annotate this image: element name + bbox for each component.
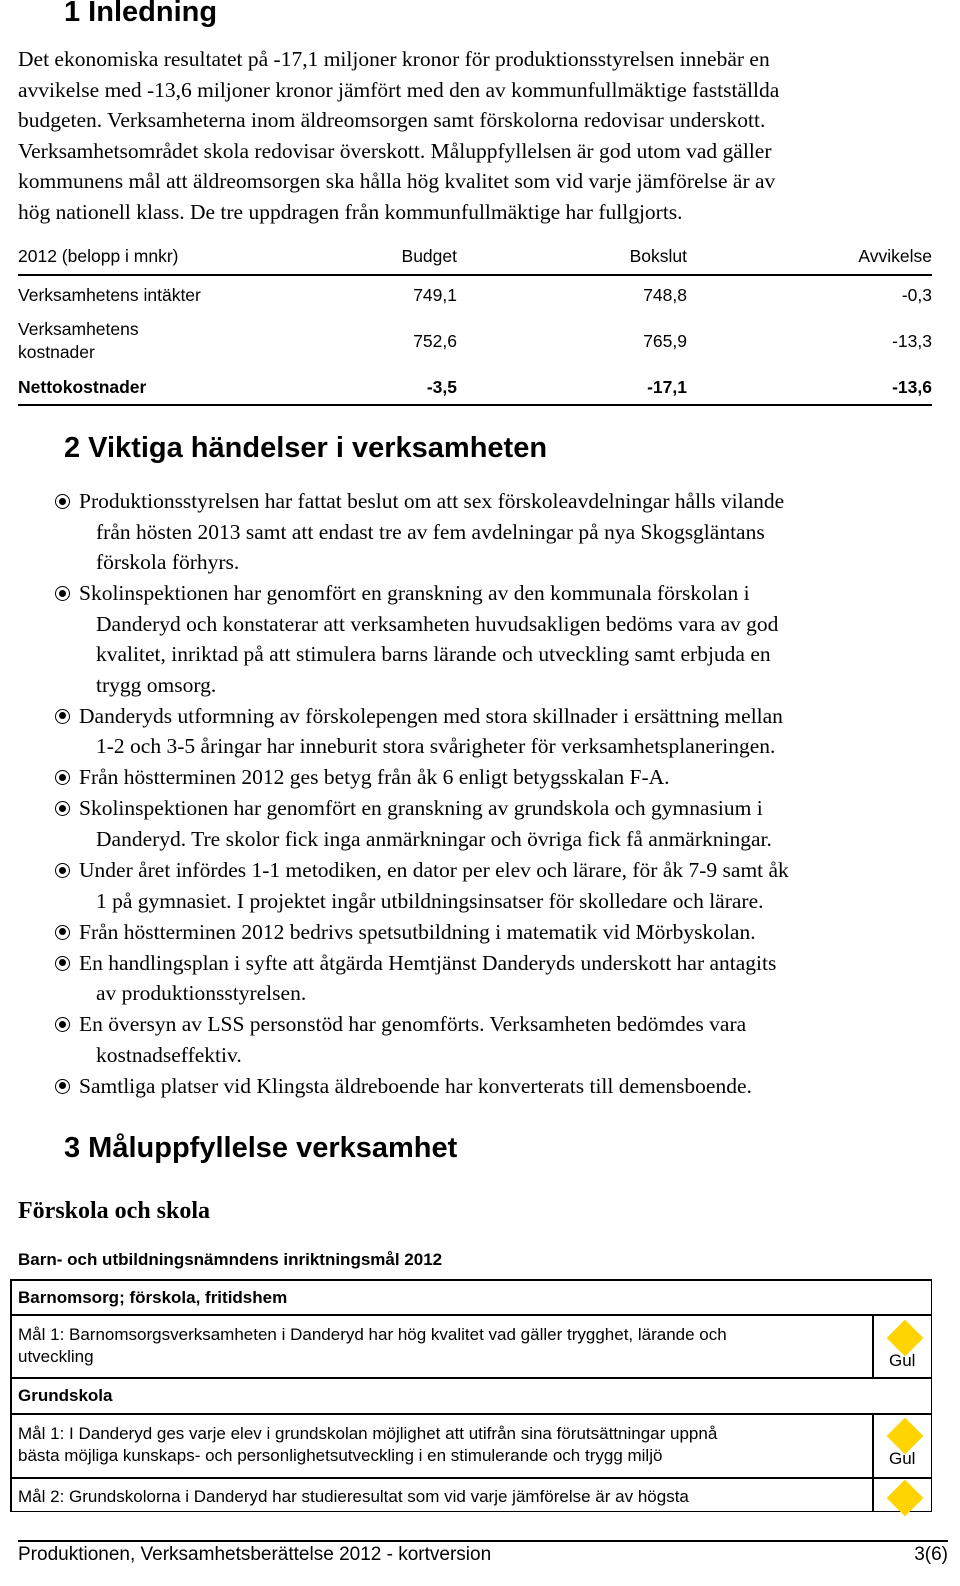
intro-paragraph	[18, 44, 948, 227]
list-item-text: från hösten 2013 samt att endast tre av fem avdelningar på nya Skogsgläntans	[96, 519, 765, 544]
cell-avvikelse: -13,3	[892, 331, 932, 351]
goal-text-line: Mål 2: Grundskolorna i Danderyd har studieresultat som vid varje jämförelse är av högsta	[18, 1487, 689, 1506]
cell-budget: 749,1	[413, 285, 457, 305]
list-item-text: Under året infördes 1-1 metodiken, en dator per elev och lärare, för åk 7-9 samt åk	[79, 858, 789, 882]
table-rule	[10, 1413, 932, 1415]
cell-bokslut: 765,9	[643, 331, 687, 351]
goal-group-title: Barnomsorg; förskola, fritidshem	[18, 1288, 288, 1307]
cell-avvikelse: -0,3	[901, 285, 932, 305]
page-number: 3(6)	[914, 1544, 948, 1565]
status-label: Gul	[889, 1449, 916, 1468]
table-rule	[18, 404, 932, 406]
intro-line: Verksamhetsområdet skola redovisar överskott. Måluppfyllelsen är god utom vad gäller	[18, 138, 772, 163]
list-item-text: Danderyd. Tre skolor fick inga anmärkningar och övriga fick få anmärkningar.	[96, 826, 772, 851]
list-item-text: Från höstterminen 2012 bedrivs spetsutbildning i matematik vid Mörbyskolan.	[79, 919, 756, 944]
row-label: kostnader	[18, 342, 95, 362]
list-item-text: trygg omsorg.	[96, 672, 217, 697]
bullet-icon	[55, 925, 70, 940]
goal-text-line: Mål 1: I Danderyd ges varje elev i grundskolan möjlighet att utifrån sina förutsättningar uppnå	[18, 1424, 718, 1443]
header-cell: Avvikelse	[858, 246, 932, 266]
header-cell: Budget	[401, 246, 457, 266]
list-item-text: kvalitet, inriktad på att stimulera barns lärande och utveckling samt erbjuda en	[96, 642, 771, 667]
cell-budget: -3,5	[426, 377, 457, 397]
table-border	[10, 1279, 932, 1281]
intro-line: kommunens mål att äldreomsorgen ska hålla hög kvalitet som vid varje jämförelse är av	[18, 169, 776, 193]
footer-title: Produktionen, Verksamhetsberättelse 2012 - kortversion	[18, 1544, 492, 1565]
bullet-icon	[55, 1079, 70, 1094]
list-item-text: Danderyds utformning av förskolepengen med stora skillnader i ersättning mellan	[79, 703, 783, 728]
goal-group-title: Grundskola	[18, 1386, 113, 1405]
bullet-icon	[55, 494, 70, 509]
table-border	[10, 1511, 932, 1513]
table-rule	[872, 1314, 874, 1378]
intro-line: hög nationell klass. De tre uppdragen från kommunfullmäktige har fullgjorts.	[18, 199, 683, 224]
finance-table	[18, 246, 932, 411]
goal-text-line: Mål 1: Barnomsorgsverksamheten i Danderyd har hög kvalitet vad gäller trygghet, lärande och	[18, 1325, 727, 1344]
table-rule	[10, 1477, 932, 1479]
list-item-text: En översyn av LSS personstöd har genomförts. Verksamheten bedömdes vara	[79, 1012, 747, 1037]
bullet-icon	[55, 586, 70, 601]
header-cell: Bokslut	[629, 246, 687, 266]
list-item-text: kostnadseffektiv.	[96, 1042, 242, 1067]
goal-text-line: bästa möjliga kunskaps- och personlighetsutveckling i en stimulerande och trygg miljö	[18, 1446, 663, 1465]
footer-rule	[18, 1540, 948, 1542]
table-rule	[10, 1377, 932, 1379]
row-label: Nettokostnader	[18, 377, 147, 397]
section-heading-inledning: 1 Inledning	[64, 0, 218, 28]
cell-avvikelse: -13,6	[892, 377, 932, 397]
cell-bokslut: 748,8	[643, 285, 687, 305]
goal-text-line: utveckling	[18, 1347, 94, 1366]
list-item-text: Produktionsstyrelsen har fattat beslut om att sex förskoleavdelningar hålls vilande	[79, 489, 785, 513]
list-item-text: 1 på gymnasiet. I projektet ingår utbildningsinsatser för skolledare och lärare.	[96, 888, 764, 913]
goals-table	[10, 1279, 932, 1512]
list-item-text: 1-2 och 3-5 åringar har inneburit stora svårigheter för verksamhetsplaneringen.	[96, 734, 776, 759]
list-item-text: förskola förhyrs.	[96, 550, 240, 574]
status-label: Gul	[889, 1351, 916, 1370]
list-item-text: Danderyd och konstaterar att verksamheten huvudsakligen bedöms vara av god	[96, 611, 779, 636]
bullet-icon	[55, 709, 70, 724]
intro-line: Det ekonomiska resultatet på -17,1 miljoner kronor för produktionsstyrelsen innebär en	[18, 47, 770, 71]
header-cell: 2012 (belopp i mnkr)	[18, 246, 179, 266]
list-item-text: Skolinspektionen har genomfört en granskning av grundskola och gymnasium i	[79, 796, 763, 821]
bullet-icon	[55, 1017, 70, 1032]
intro-line: avvikelse med -13,6 miljoner kronor jämfört med den av kommunfullmäktige fastställda	[18, 77, 780, 102]
goals-title: Barn- och utbildningsnämndens inriktningsmål 2012	[18, 1250, 443, 1269]
table-rule	[18, 274, 932, 276]
cell-budget: 752,6	[413, 331, 457, 351]
bullet-icon	[55, 801, 70, 816]
list-item-text: En handlingsplan i syfte att åtgärda Hemtjänst Danderyds underskott har antagits	[79, 950, 777, 975]
table-rule	[10, 1314, 932, 1316]
list-item-text: av produktionsstyrelsen.	[96, 981, 307, 1006]
list-item-text: Samtliga platser vid Klingsta äldreboende har konverterats till demensboende.	[79, 1073, 752, 1098]
section-heading-viktiga-handelser: 2 Viktiga händelser i verksamheten	[64, 432, 548, 464]
list-item-text: Från höstterminen 2012 ges betyg från åk 6 enligt betygsskalan F-A.	[79, 765, 670, 790]
section-heading-maluppfyllelse: 3 Måluppfyllelse verksamhet	[64, 1132, 458, 1164]
list-item-text: Skolinspektionen har genomfört en granskning av den kommunala förskolan i	[79, 581, 750, 606]
bullet-icon	[55, 956, 70, 971]
row-label: Verksamhetens	[18, 319, 139, 339]
intro-line: budgeten. Verksamheterna inom äldreomsorgen samt förskolorna redovisar underskott.	[18, 108, 766, 132]
bullet-icon	[55, 770, 70, 785]
subheading-forskola-skola: Förskola och skola	[18, 1198, 211, 1224]
cell-bokslut: -17,1	[647, 377, 687, 397]
row-label: Verksamhetens intäkter	[18, 285, 201, 305]
bullet-icon	[55, 863, 70, 878]
table-rule	[872, 1413, 874, 1511]
